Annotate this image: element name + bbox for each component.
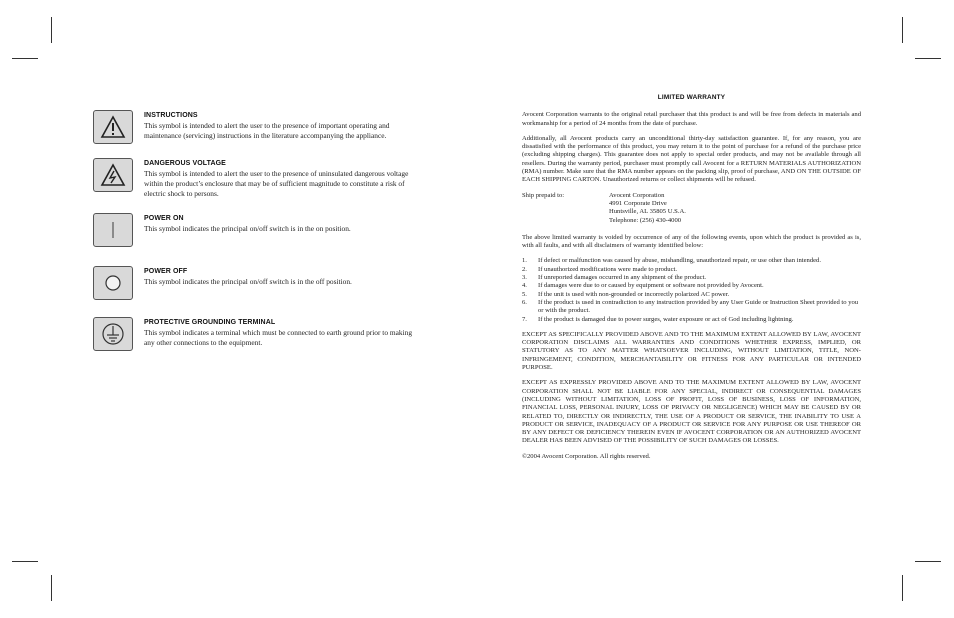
- power-off-icon: [93, 266, 133, 300]
- list-item: [522, 316, 861, 324]
- symbol-heading: POWER OFF: [144, 268, 188, 275]
- list-number: 2.: [522, 265, 527, 273]
- crop-mark: [51, 575, 52, 601]
- crop-mark: [902, 575, 903, 601]
- shipping-address: [609, 192, 686, 225]
- crop-mark: [915, 561, 941, 562]
- warranty-section: [522, 94, 861, 468]
- crop-mark: [12, 561, 38, 562]
- list-number: 1.: [522, 257, 527, 265]
- list-text: If unreported damages occurred in any shipment of the product.: [538, 274, 707, 282]
- power-on-icon: [93, 213, 133, 247]
- ship-label: Ship prepaid to:: [522, 191, 565, 199]
- high-voltage-icon: [93, 158, 133, 192]
- symbol-text: [144, 110, 414, 141]
- symbol-text: [144, 158, 414, 199]
- symbol-heading: DANGEROUS VOLTAGE: [144, 160, 226, 167]
- list-text: If unauthorized modifications were made to product.: [538, 265, 677, 273]
- disclaimer-paragraph: EXCEPT AS SPECIFICALLY PROVIDED ABOVE AND TO THE MAXIMUM EXTENT ALLOWED BY LAW, AVOCENT CORPORATION DISCLAIMS ALL WARRANTIES AND CONDITIONS WHETHER EXPRESS, IMPLIED, OR STATUTORY AS TO ANY MATTER WHATSOEVER INCLUDING, WITHOUT LIMITATION, TITLE, NON-INFRINGEMENT, CONDITION, MERCHANTABILITY OR FITNESS FOR ANY PARTICULAR OR INTENDED PURPOSE.: [522, 330, 861, 372]
- warranty-title: LIMITED WARRANTY: [657, 94, 726, 101]
- list-text: If the unit is used with non-grounded or incorrectly polarized AC power.: [538, 290, 730, 298]
- protective-ground-icon: [93, 317, 133, 351]
- list-text: If the product is used in contradiction to any instruction provided by any User Guide or Instruction Sheet provided to you or with the product.: [538, 298, 859, 315]
- symbol-text: [144, 317, 414, 348]
- list-number: 6.: [522, 298, 527, 306]
- list-item: [522, 291, 861, 299]
- symbol-description: This symbol is intended to alert the user to the presence of uninsulated dangerous voltage within the product’s enclosure that may be of sufficient magnitude to constitute a risk of electric shock to persons.: [144, 169, 409, 198]
- list-number: 7.: [522, 315, 527, 323]
- address-line: Telephone: (256) 430-4000: [609, 216, 682, 224]
- warning-exclamation-icon: [93, 110, 133, 144]
- liability-paragraph: EXCEPT AS EXPRESSLY PROVIDED ABOVE AND TO THE MAXIMUM EXTENT ALLOWED BY LAW, AVOCENT CORPORATION SHALL NOT BE LIABLE FOR ANY SPECIAL, INDIRECT OR CONSEQUENTIAL DAMAGES (INCLUDING WITHOUT LIMITATION, LOSS OF PROFIT, LOSS OF BUSINESS, LOSS OF INFORMATION, FINANCIAL LOSS, PERSONAL INJURY, LOSS OF PRIVACY OR NEGLIGENCE) WHICH MAY BE CAUSED BY OR RELATED TO, DIRECTLY OR INDIRECTLY, THE USE OF A PRODUCT OR SERVICE, THE INABILITY TO USE A PRODUCT OR SERVICE, INADEQUACY OF A PRODUCT OR SERVICE FOR ANY PURPOSE OR USE THEREOF OR BY ANY DEFECT OR DEFICIENCY THEREIN EVEN IF AVOCENT CORPORATION OR AN AUTHORIZED AVOCENT DEALER HAS BEEN ADVISED OF THE POSSIBILITY OF SUCH DAMAGES OR LOSSES.: [522, 379, 861, 445]
- list-item: [522, 257, 861, 265]
- symbol-heading: PROTECTIVE GROUNDING TERMINAL: [144, 319, 276, 326]
- list-number: 4.: [522, 282, 527, 290]
- symbol-description: This symbol is intended to alert the user to the presence of important operating and maintenance (servicing) instructions in the literature accompanying the appliance.: [144, 121, 390, 140]
- list-item: [522, 274, 861, 282]
- symbol-description: This symbol indicates the principal on/off switch is in the on position.: [144, 224, 351, 233]
- list-item: [522, 282, 861, 290]
- list-number: 5.: [522, 290, 527, 298]
- address-line: 4991 Corporate Drive: [609, 199, 667, 207]
- symbol-description: This symbol indicates the principal on/off switch is in the off position.: [144, 277, 352, 286]
- crop-mark: [51, 17, 52, 43]
- crop-mark: [902, 17, 903, 43]
- crop-mark: [915, 58, 941, 59]
- warranty-paragraph: Additionally, all Avocent products carry an unconditional thirty-day satisfaction guarantee. If, for any reason, you are dissatisfied with the performance of this product, you may return it to the point of purchase for a refund of the purchase price (excluding shipping charges). This guarantee does not apply to special order products, and may not be available through all resellers. During the warranty period, purchaser must promptly call Avocent for a RETURN MATERIALS AUTHORIZATION (RMA) number. Make sure that the RMA number appears on the packing slip, proof of purchase, AND ON THE OUTSIDE OF EACH SHIPPING CARTON. Unauthorized returns or collect shipments will be refused.: [522, 134, 861, 184]
- warranty-paragraph: The above limited warranty is voided by occurrence of any of the following events, upon which the product is provided as is, with all faults, and with all disclaimers of warranty identified below:: [522, 233, 861, 250]
- symbol-description: This symbol indicates a terminal which must be connected to earth ground prior to making any other connections to the equipment.: [144, 328, 413, 347]
- symbol-text: [144, 266, 414, 287]
- symbol-heading: INSTRUCTIONS: [144, 112, 198, 119]
- void-conditions-list: [522, 257, 861, 323]
- symbol-text: [144, 213, 414, 234]
- shipping-address-block: [522, 192, 861, 225]
- address-line: Avocent Corporation: [609, 191, 665, 199]
- crop-mark: [12, 58, 38, 59]
- list-text: If defect or malfunction was caused by abuse, mishandling, unauthorized repair, or use other than intended.: [538, 257, 821, 265]
- address-line: Huntsville, AL 35805 U.S.A.: [609, 208, 686, 216]
- list-text: If damages were due to or caused by equipment or software not provided by Avocent.: [538, 282, 764, 290]
- list-item: [522, 266, 861, 274]
- warranty-paragraph: Avocent Corporation warrants to the original retail purchaser that this product is and will be free from defects in materials and workmanship for a period of 24 months from the date of purchase.: [522, 111, 861, 127]
- list-number: 3.: [522, 274, 527, 282]
- copyright-notice: ©2004 Avocent Corporation. All rights reserved.: [522, 452, 651, 460]
- symbol-heading: POWER ON: [144, 215, 184, 222]
- list-item: [522, 299, 861, 316]
- list-text: If the product is damaged due to power surges, water exposure or act of God including lightning.: [538, 315, 794, 323]
